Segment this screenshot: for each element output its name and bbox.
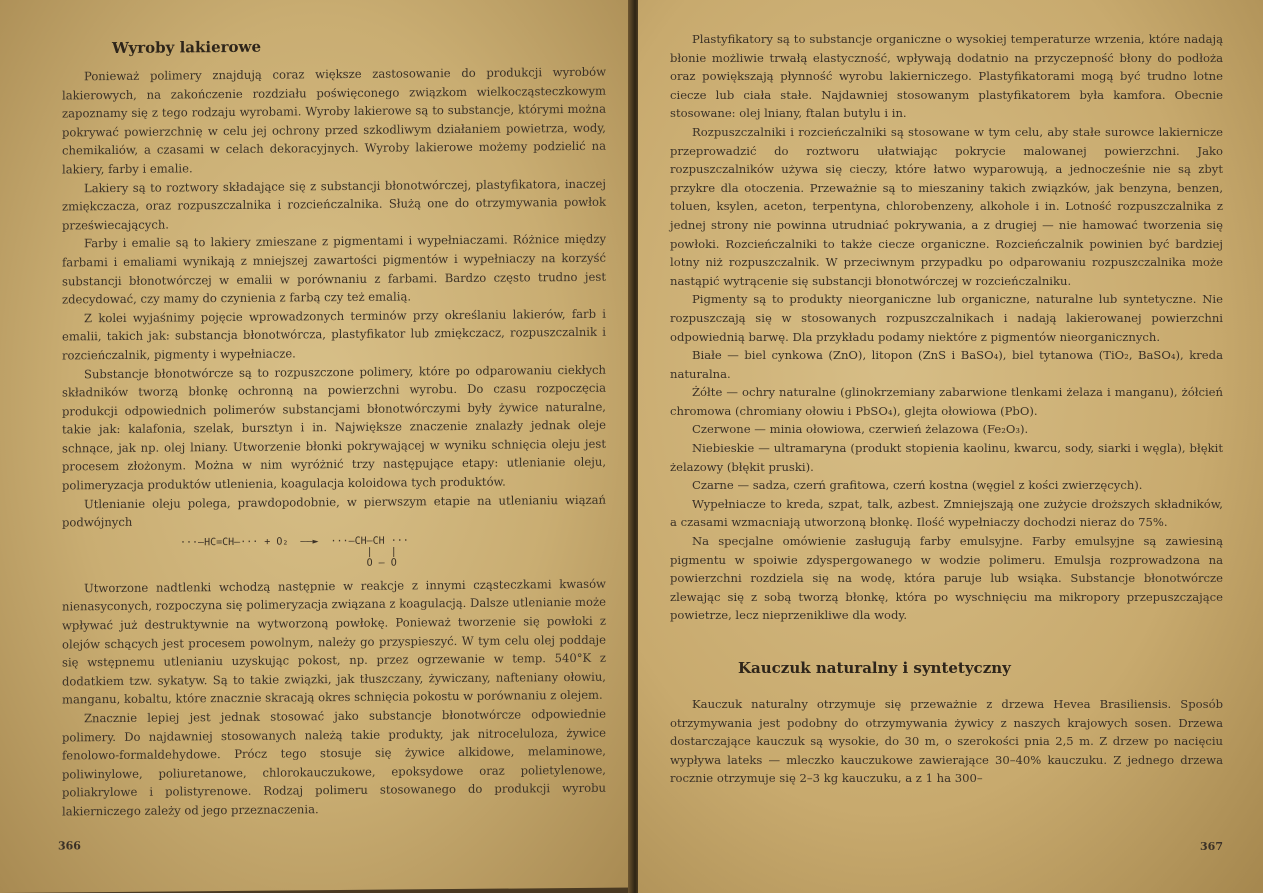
paragraph: Utworzone nadtlenki wchodzą następnie w reakcje z innymi cząsteczkami kwasów nienasyconych, rozpoczyna się polimeryzacja związana z koagulacją. Dalsze utlenianie może wpływać już destruktywnie na wytworzoną powłokę. Ponieważ tworzenie się powłoki z olejów schących jest procesem powolnym, należy go przyspieszyć. W tym celu olej poddaje się wstępnemu utlenianiu uzyskując pokost, np. przez ogrzewanie w temp. 540°K z dodatkiem tzw. sykatyw. Są to takie związki, jak tłuszczany, żywiczany, nafteniany ołowiu, manganu, kobaltu, które znacznie skracają okres schnięcia pokostu w porównaniu z olejem. xyxy=(62,576,606,707)
page-number: 366 xyxy=(58,839,81,853)
paragraph: Z kolei wyjaśnimy pojęcie wprowadzonych terminów przy określaniu lakierów, farb i emalii, takich jak: substancja błonotwórcza, plastyfikator lub zmiękczacz, rozpuszczalnik i rozcieńczalnik, pigmenty i wypełniacze. xyxy=(62,306,606,363)
paragraph: Wypełniacze to kreda, szpat, talk, azbest. Zmniejszają one zużycie droższych składników, a czasami wzmacniają utworzoną błonkę. Ilość wypełniaczy dochodzi nieraz do 75%. xyxy=(670,496,1223,530)
paragraph: Czerwone — minia ołowiowa, czerwień żelazowa (Fe₂O₃). xyxy=(692,422,1029,437)
chemical-formula: ···—HC=CH—··· + O₂ ——► ···—CH—CH ··· | | O — O xyxy=(180,535,409,569)
page-number: 367 xyxy=(1200,840,1223,853)
right-page xyxy=(638,0,1263,893)
paragraph: Farby i emalie są to lakiery zmieszane z pigmentami i wypełniaczami. Różnice między farbami i emaliami wynikają z mniejszej zawartości pigmentów i wypełniaczy na korzyść substancji błonotwórczej w emalii w porównaniu z farbami. Bardzo często trudno jest zdecydować, czy mamy do czynienia z farbą czy też emalią. xyxy=(62,232,606,307)
paragraph: Ponieważ polimery znajdują coraz większe zastosowanie do produkcji wyrobów lakierowych, na zakończenie rozdziału poświęconego związkom wielkocząsteczkowym zapoznamy się z tego rodzaju wyrobami. Wyroby lakierowe są to substancje, którymi można pokrywać powierzchnię w celu jej ochrony przed szkodliwym działaniem powietrza, wody, chemikaliów, a czasami w celach dekoracyjnych. Wyroby lakierowe możemy podzielić na lakiery, farby i emalie. xyxy=(62,64,606,177)
section-heading-rubber: Kauczuk naturalny i syntetyczny xyxy=(738,659,1011,677)
paragraph: Substancje błonotwórcze są to rozpuszczone polimery, które po odparowaniu ciekłych składników tworzą błonkę ochronną na powierzchni wyrobu. Do czasu rozpoczęcia produkcji odpowiednich polimerów substancjami błonotwórczymi były żywice naturalne, takie jak: kalafonia, szelak, bursztyn i in. Największe znaczenie znalazły jednak oleje schnące, jak np. olej lniany. Utworzenie błonki pokrywającej w wyniku schnięcia oleju jest procesem złożonym. Można w nim wyróżnić trzy następujące etapy: utlenianie oleju, polimeryzacja produktów utlenienia, koagulacja koloidowa tych produktów. xyxy=(62,362,606,493)
paragraph: Niebieskie — ultramaryna (produkt stopienia kaolinu, kwarcu, sody, siarki i węgla), błękit żelazowy (błękit pruski). xyxy=(670,441,1223,474)
paragraph: Czarne — sadza, czerń grafitowa, czerń kostna (węgiel z kości zwierzęcych). xyxy=(692,478,1143,493)
paragraph: Żółte — ochry naturalne (glinokrzemiany zabarwione tlenkami żelaza i manganu), żółcień chromowa (chromiany ołowiu i PbSO₄), glejta ołowiowa (PbO). xyxy=(670,385,1223,418)
paragraph: Kauczuk naturalny otrzymuje się przeważnie z drzewa Hevea Brasiliensis. Sposób otrzymywania jest podobny do otrzymywania żywicy z naszych krajowych sosen. Drzewa dostarczające kauczuk są wysokie, do 30 m, o szerokości pnia 2,5 m. Z drzew po nacięciu wypływa lateks — mleczko kauczukowe zawierające 30–40% kauczuku. Z jednego drzewa rocznie otrzymuje się 2–3 kg kauczuku, a z 1 ha 300– xyxy=(670,697,1223,786)
paragraph: Plastyfikatory są to substancje organiczne o wysokiej temperaturze wrzenia, które nadają błonie możliwie trwałą elastyczność, wpływają dodatnio na przyczepność błony do podłoża oraz powiększają płynność wyrobu lakierniczego. Plastyfikatorami mogą być trudno lotne ciecze lub ciała stałe. Najdawniej stosowanym plastyfikatorem była kamfora. Obecnie stosowane: olej lniany, ftalan butylu i in. xyxy=(670,32,1223,121)
paragraph: Białe — biel cynkowa (ZnO), litopon (ZnS i BaSO₄), biel tytanowa (TiO₂, BaSO₄), kreda naturalna. xyxy=(670,348,1223,381)
paragraph: Pigmenty są to produkty nieorganiczne lub organiczne, naturalne lub syntetyczne. Nie rozpuszczają się w stosowanych rozpuszczalnikach i nadają lakierowanej powierzchni odpowiednią barwę. Dla przykładu podamy niektóre z pigmentów nieorganicznych. xyxy=(670,292,1223,344)
section-heading-lacquers: Wyroby lakierowe xyxy=(112,37,261,58)
paragraph: Na specjalne omówienie zasługują farby emulsyjne. Farby emulsyjne są zawiesiną pigmentu w spoiwie zdyspergowanego w wodzie polimeru. Emulsja rozprowadzona na powierzchni rozdziela się na wodę, która paruje lub wsiąka. Substancje błonotwórcze zlewając się z sobą tworzą błonkę, która po wyschnięciu ma mikropory przepuszczające powietrze, lecz nieprzenikliwe dla wody. xyxy=(670,534,1223,623)
paragraph: Lakiery są to roztwory składające się z substancji błonotwórczej, plastyfikatora, inaczej zmiękczacza, oraz rozpuszczalnika i rozcieńczalnika. Służą one do otrzymywania powłok przeświecających. xyxy=(62,176,606,233)
paragraph: Rozpuszczalniki i rozcieńczalniki są stosowane w tym celu, aby stałe surowce lakiernicze przeprowadzić do roztworu ułatwiając pokrycie malowanej powierzchni. Jako rozpuszczalników używa się cieczy, które łatwo wyparowują, a jednocześnie nie są zbyt przykre dla otoczenia. Przeważnie są to mieszaniny takich związków, jak benzyna, benzen, toluen, ksylen, aceton, terpentyna, chlorobenzeny, alkohole i in. Lotność rozpuszczalnika z jednej strony nie powinna utrudniać pokrywania, a z drugiej — nie hamować tworzenia się powłoki. Rozcieńczalniki to także ciecze organiczne. Rozcieńczalnik powinien być bardziej lotny niż rozpuszczalnik. W przeciwnym przypadku po odparowaniu rozpuszczalnika może nastąpić wytrącenie się substancji błonotwórczej w rozcieńczalniku. xyxy=(670,124,1223,288)
paragraph: Utlenianie oleju polega, prawdopodobnie, w pierwszym etapie na utlenianiu wiązań podwójnych xyxy=(62,492,606,530)
paragraph: Znacznie lepiej jest jednak stosować jako substancje błonotwórcze odpowiednie polimery. Do najdawniej stosowanych należą takie produkty, jak nitroceluloza, żywice fenolowo-formaldehydowe. Prócz tego stosuje się żywice alkidowe, melaminowe, poliwinylowe, poliuretanowe, chlorokauczukowe, epoksydowe oraz polietylenowe, poliakrylowe i polistyrenowe. Rodzaj polimeru stosowanego do produkcji wyrobu lakierniczego zależy od jego przeznaczenia. xyxy=(62,706,606,819)
